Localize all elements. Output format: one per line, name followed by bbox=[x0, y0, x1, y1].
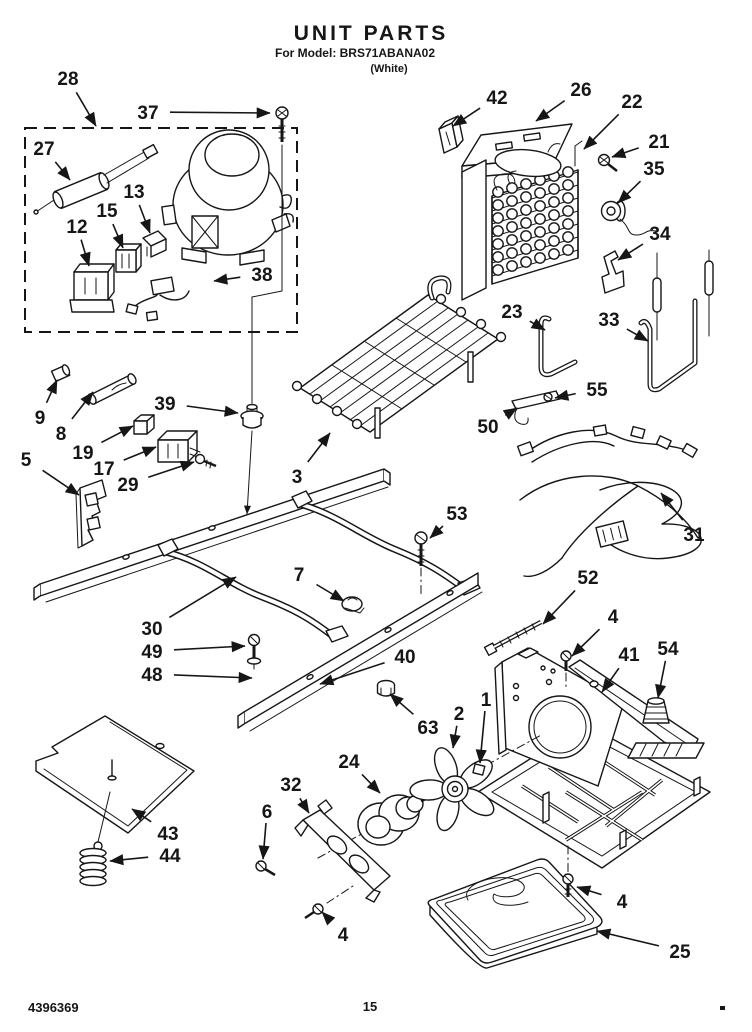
compressor-grommet bbox=[241, 405, 263, 429]
part-label-42: 42 bbox=[486, 88, 508, 109]
start-relay bbox=[70, 264, 114, 312]
capillary-tubes bbox=[653, 250, 713, 340]
part-label-21: 21 bbox=[648, 132, 670, 153]
fan-shroud bbox=[495, 648, 624, 786]
leader-line-4-34 bbox=[572, 629, 600, 656]
part-label-55: 55 bbox=[586, 380, 608, 401]
roller-tube bbox=[86, 373, 137, 406]
leader-line-4-44 bbox=[322, 912, 330, 921]
part-label-30: 30 bbox=[141, 619, 163, 640]
heater-tube bbox=[641, 301, 695, 390]
part-label-23: 23 bbox=[501, 302, 523, 323]
leader-line-12-3 bbox=[81, 240, 89, 266]
part-label-37: 37 bbox=[137, 103, 159, 124]
leader-line-9-15 bbox=[47, 380, 58, 403]
leader-line-27-2 bbox=[55, 162, 70, 180]
leader-line-33-14 bbox=[627, 329, 648, 341]
part-label-25: 25 bbox=[669, 942, 691, 963]
leader-line-7-30 bbox=[317, 585, 345, 602]
leader-line-29-19 bbox=[148, 462, 194, 477]
leader-line-44-43 bbox=[110, 857, 148, 861]
part-label-5: 5 bbox=[20, 450, 32, 471]
leader-line-26-8 bbox=[536, 101, 565, 121]
leader-line-13-5 bbox=[139, 205, 150, 233]
drain-pan bbox=[428, 859, 602, 968]
part-label-1: 1 bbox=[480, 690, 492, 711]
part-label-35: 35 bbox=[643, 159, 665, 180]
part-label-6: 6 bbox=[261, 802, 273, 823]
leader-line-15-4 bbox=[113, 224, 123, 248]
part-label-50: 50 bbox=[477, 417, 499, 438]
leader-line-38-6 bbox=[214, 277, 240, 281]
leader-line-48-28 bbox=[174, 675, 252, 678]
part-label-9: 9 bbox=[34, 408, 46, 429]
bracket-screw-4 bbox=[305, 884, 356, 918]
relay-box bbox=[158, 431, 200, 462]
rail-screw-49 bbox=[248, 635, 261, 670]
part-label-4: 4 bbox=[616, 892, 628, 913]
leader-line-34-12 bbox=[618, 244, 643, 260]
small-cap bbox=[52, 364, 71, 382]
terminal-clip bbox=[143, 231, 166, 257]
bracket-50-55 bbox=[512, 391, 560, 424]
leader-line-2-37 bbox=[453, 726, 457, 748]
leader-line-39-21 bbox=[187, 406, 238, 413]
footer-doc-number: 4396369 bbox=[28, 1000, 79, 1015]
leader-line-17-18 bbox=[124, 447, 156, 460]
part-label-63: 63 bbox=[417, 718, 439, 739]
part-label-8: 8 bbox=[55, 424, 67, 445]
defrost-thermostat bbox=[602, 201, 657, 235]
small-screw-29 bbox=[196, 455, 217, 469]
wire-harness bbox=[518, 425, 702, 576]
part-label-3: 3 bbox=[291, 467, 303, 488]
leader-line-28-0 bbox=[76, 92, 96, 126]
print-mark bbox=[720, 1006, 725, 1010]
part-label-28: 28 bbox=[57, 69, 79, 90]
page-title: UNIT PARTS bbox=[293, 22, 449, 45]
leader-line-24-39 bbox=[362, 774, 380, 793]
part-label-15: 15 bbox=[96, 201, 118, 222]
part-label-43: 43 bbox=[157, 824, 179, 845]
leader-line-3-22 bbox=[308, 433, 330, 462]
leader-line-8-16 bbox=[72, 392, 93, 419]
part-label-54: 54 bbox=[657, 639, 679, 660]
condenser bbox=[293, 278, 506, 438]
part-label-49: 49 bbox=[141, 642, 163, 663]
cone-nut-54 bbox=[643, 698, 669, 723]
part-label-52: 52 bbox=[577, 568, 599, 589]
leader-line-35-11 bbox=[618, 181, 641, 203]
leader-line-53-32 bbox=[430, 526, 443, 538]
leader-line-32-40 bbox=[300, 798, 309, 813]
leader-line-21-10 bbox=[612, 148, 639, 157]
leader-line-22-9 bbox=[584, 114, 619, 149]
part-label-41: 41 bbox=[618, 645, 640, 666]
compressor-wire-harness bbox=[126, 277, 189, 320]
part-label-2: 2 bbox=[453, 704, 465, 725]
leader-line-19-17 bbox=[101, 426, 133, 442]
part-label-12: 12 bbox=[66, 217, 88, 238]
evaporator bbox=[462, 124, 582, 300]
bottom-rail bbox=[238, 573, 482, 731]
part-label-17: 17 bbox=[93, 459, 115, 480]
part-label-53: 53 bbox=[446, 504, 468, 525]
leader-line-30-26 bbox=[169, 577, 236, 617]
part-label-48: 48 bbox=[141, 665, 163, 686]
tube-bracket bbox=[602, 251, 624, 293]
support-bracket-5 bbox=[76, 480, 106, 548]
compressor bbox=[162, 130, 294, 265]
part-label-32: 32 bbox=[280, 775, 302, 796]
part-label-40: 40 bbox=[394, 647, 416, 668]
leader-line-37-1 bbox=[170, 112, 270, 113]
leader-line-52-33 bbox=[543, 590, 575, 624]
part-label-38: 38 bbox=[251, 265, 273, 286]
overload-protector bbox=[116, 244, 141, 272]
part-label-34: 34 bbox=[649, 224, 671, 245]
model-line: For Model: BRS71ABANA02 bbox=[274, 46, 436, 60]
suction-tube bbox=[541, 318, 575, 375]
color-line: (White) bbox=[370, 63, 408, 75]
shaft-clip-1 bbox=[473, 764, 485, 775]
part-label-44: 44 bbox=[159, 846, 181, 867]
tube-clip-7 bbox=[342, 597, 364, 613]
leader-line-4-45 bbox=[577, 887, 602, 895]
spacer-block bbox=[134, 415, 154, 434]
footer-page-number: 15 bbox=[362, 999, 378, 1014]
part-label-19: 19 bbox=[72, 443, 94, 464]
leader-line-49-27 bbox=[174, 646, 245, 650]
part-label-7: 7 bbox=[293, 565, 305, 586]
part-label-31: 31 bbox=[683, 525, 705, 546]
nut-63 bbox=[378, 681, 395, 697]
part-label-4: 4 bbox=[337, 925, 349, 946]
part-label-26: 26 bbox=[570, 80, 592, 101]
leader-line-1-38 bbox=[480, 711, 485, 763]
leader-line-54-36 bbox=[658, 661, 665, 698]
leader-line-6-41 bbox=[263, 823, 266, 859]
part-label-33: 33 bbox=[598, 310, 620, 331]
leader-line-63-31 bbox=[390, 694, 413, 714]
mount-spring-44 bbox=[80, 842, 106, 886]
part-label-27: 27 bbox=[33, 139, 55, 160]
leader-line-5-20 bbox=[43, 470, 79, 495]
part-label-24: 24 bbox=[338, 752, 360, 773]
part-label-4: 4 bbox=[607, 607, 619, 628]
part-label-39: 39 bbox=[154, 394, 176, 415]
motor-screw-6 bbox=[256, 861, 275, 875]
leader-line-25-46 bbox=[597, 931, 659, 946]
part-label-13: 13 bbox=[123, 182, 145, 203]
part-label-22: 22 bbox=[621, 92, 643, 113]
part-label-29: 29 bbox=[117, 475, 139, 496]
